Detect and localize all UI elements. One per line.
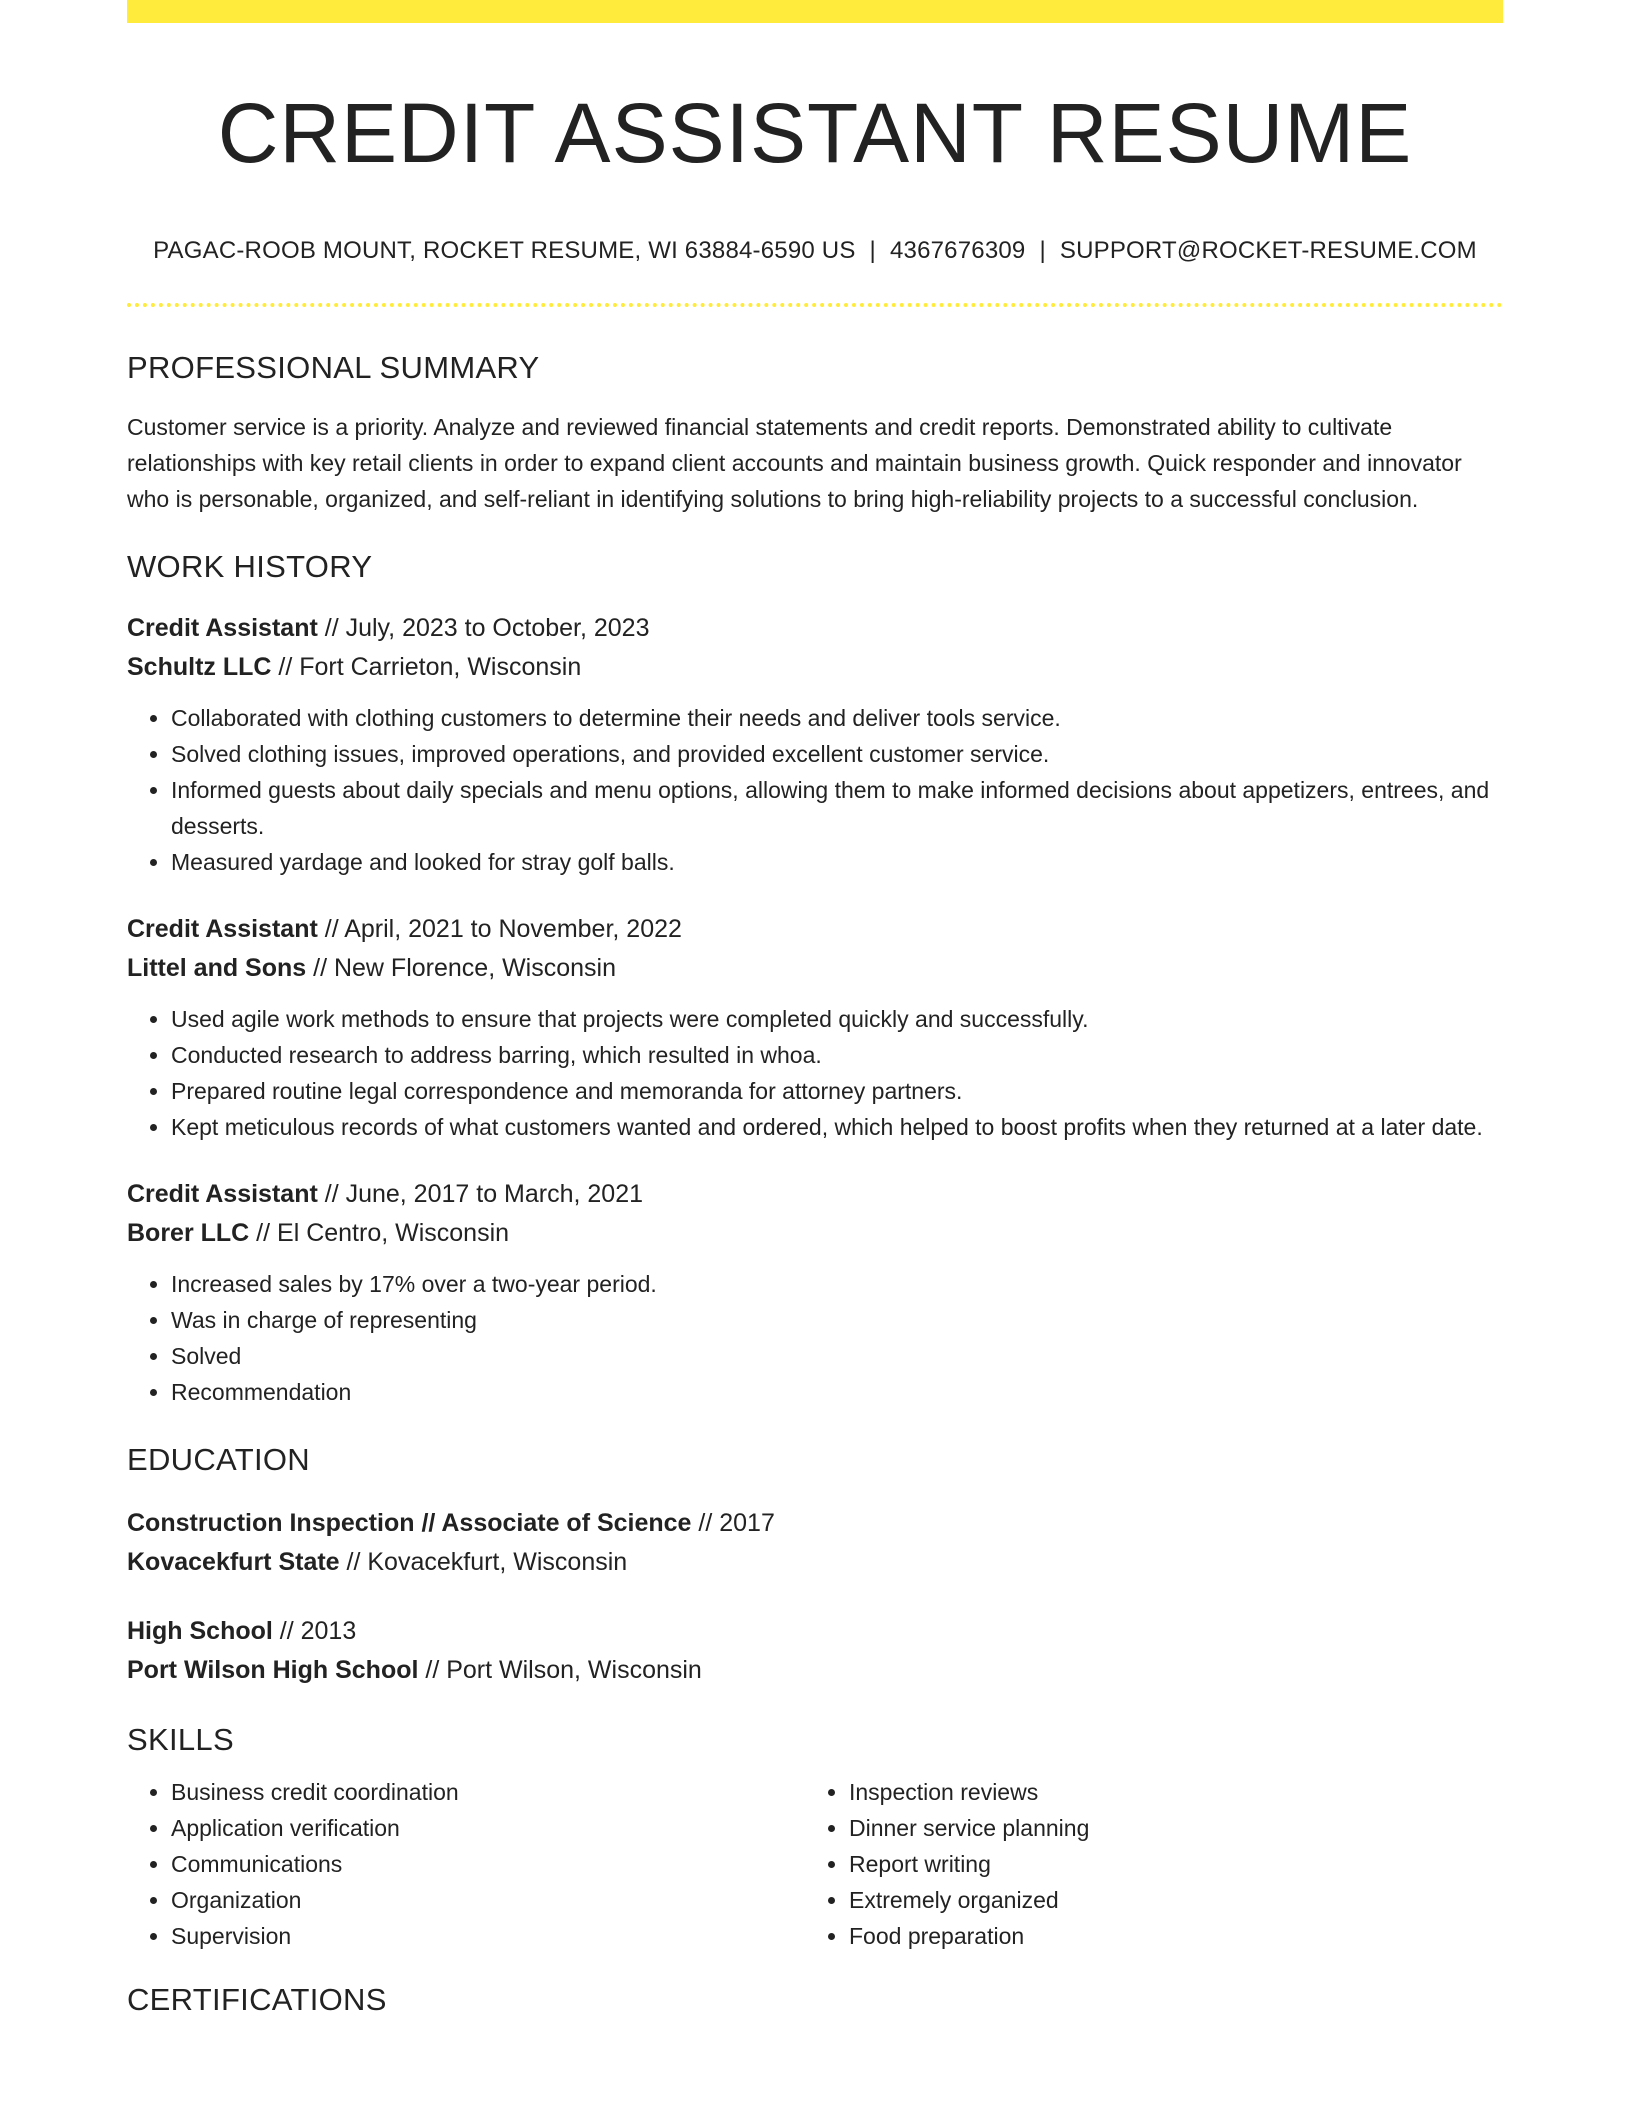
dotted-divider xyxy=(127,303,1503,307)
education-school-line xyxy=(127,1651,1503,1690)
job-location: // New Florence, Wisconsin xyxy=(306,954,617,982)
education-entry xyxy=(127,1504,1503,1582)
contact-email: SUPPORT@ROCKET-RESUME.COM xyxy=(1059,237,1477,264)
list-item: • Prepared routine legal correspondence and memoranda for attorney partners. xyxy=(171,1073,1503,1109)
contact-separator: | xyxy=(869,237,876,264)
list-item: • Measured yardage and looked for stray golf balls. xyxy=(171,844,1503,880)
skills-column-2 xyxy=(805,1774,1449,1954)
education-year: // 2013 xyxy=(272,1617,357,1645)
list-item: • Informed guests about daily specials and menu options, allowing them to make informed decisions about appetizers, entrees, and desserts. xyxy=(171,772,1503,844)
job-location: // El Centro, Wisconsin xyxy=(249,1219,510,1247)
job-company-line xyxy=(127,1214,1503,1253)
job-company: Borer LLC xyxy=(127,1219,250,1247)
summary-heading: PROFESSIONAL SUMMARY xyxy=(127,350,540,385)
list-item: • Was in charge of representing xyxy=(171,1302,1503,1338)
education-entry xyxy=(127,1612,1503,1690)
job-bullets xyxy=(127,1266,1503,1410)
job-title-line xyxy=(127,910,1503,949)
contact-address: PAGAC-ROOB MOUNT, ROCKET RESUME, WI 63884-6590 US xyxy=(153,237,856,264)
job-company-line xyxy=(127,648,1503,687)
list-item: • Supervision xyxy=(171,1918,805,1954)
skills-column-1 xyxy=(127,1774,805,1954)
job-title: Credit Assistant xyxy=(127,1180,318,1208)
list-item: • Dinner service planning xyxy=(849,1810,1449,1846)
job-title-line xyxy=(127,609,1503,648)
list-item: • Used agile work methods to ensure that projects were completed quickly and successfully. xyxy=(171,1001,1503,1037)
job-title: Credit Assistant xyxy=(127,614,318,642)
list-item: • Recommendation xyxy=(171,1374,1503,1410)
education-school: Port Wilson High School xyxy=(127,1656,419,1684)
education-school-line xyxy=(127,1543,1503,1582)
list-item: • Inspection reviews xyxy=(849,1774,1449,1810)
education-degree-line xyxy=(127,1504,1503,1543)
job-company: Schultz LLC xyxy=(127,653,272,681)
education-location: // Port Wilson, Wisconsin xyxy=(418,1656,702,1684)
job-entry xyxy=(127,609,1503,880)
list-item: • Kept meticulous records of what customers wanted and ordered, which helped to boost profits when they returned at a later date. xyxy=(171,1109,1503,1145)
work-history-heading: WORK HISTORY xyxy=(127,549,373,584)
list-item: • Communications xyxy=(171,1846,805,1882)
job-entry xyxy=(127,910,1503,1145)
summary-text: Customer service is a priority. Analyze and reviewed financial statements and credit reports. Demonstrated ability to cultivate relationships with key retail clients in order to expand client accounts and maintain business growth. Quick responder and innovator who is personable, organized, and self-reliant in identifying solutions to bring high-reliability projects to a successful conclusion. xyxy=(127,414,1462,512)
list-item: • Increased sales by 17% over a two-year period. xyxy=(171,1266,1503,1302)
list-item: • Solved clothing issues, improved operations, and provided excellent customer service. xyxy=(171,736,1503,772)
job-title-line xyxy=(127,1175,1503,1214)
education-degree: High School xyxy=(127,1617,273,1645)
job-bullets xyxy=(127,1001,1503,1145)
list-item: • Solved xyxy=(171,1338,1503,1374)
certifications-heading: CERTIFICATIONS xyxy=(127,1982,387,2017)
education-school: Kovacekfurt State xyxy=(127,1548,340,1576)
education-heading: EDUCATION xyxy=(127,1442,310,1477)
contact-phone: 4367676309 xyxy=(889,237,1026,264)
list-item: • Business credit coordination xyxy=(171,1774,805,1810)
list-item: • Organization xyxy=(171,1882,805,1918)
list-item: • Extremely organized xyxy=(849,1882,1449,1918)
job-company: Littel and Sons xyxy=(127,954,307,982)
job-title: Credit Assistant xyxy=(127,915,318,943)
skills-list xyxy=(127,1774,1503,1954)
contact-line xyxy=(127,235,1503,267)
education-degree: Construction Inspection // Associate of Science xyxy=(127,1509,692,1537)
job-dates: // June, 2017 to March, 2021 xyxy=(317,1180,644,1208)
education-year: // 2017 xyxy=(691,1509,775,1537)
resume-title: CREDIT ASSISTANT RESUME xyxy=(217,86,1413,180)
job-dates: // April, 2021 to November, 2022 xyxy=(317,915,682,943)
resume-page xyxy=(127,0,1503,2020)
list-item: • Food preparation xyxy=(849,1918,1449,1954)
job-dates: // July, 2023 to October, 2023 xyxy=(317,614,650,642)
list-item: • Application verification xyxy=(171,1810,805,1846)
job-entry xyxy=(127,1175,1503,1410)
job-bullets xyxy=(127,700,1503,880)
skills-heading: SKILLS xyxy=(127,1722,234,1757)
education-location: // Kovacekfurt, Wisconsin xyxy=(339,1548,628,1576)
accent-bar xyxy=(127,0,1503,23)
list-item: • Report writing xyxy=(849,1846,1449,1882)
job-location: // Fort Carrieton, Wisconsin xyxy=(271,653,582,681)
job-company-line xyxy=(127,949,1503,988)
list-item: • Collaborated with clothing customers to determine their needs and deliver tools service. xyxy=(171,700,1503,736)
list-item: • Conducted research to address barring, which resulted in whoa. xyxy=(171,1037,1503,1073)
contact-separator: | xyxy=(1039,237,1046,264)
education-degree-line xyxy=(127,1612,1503,1651)
